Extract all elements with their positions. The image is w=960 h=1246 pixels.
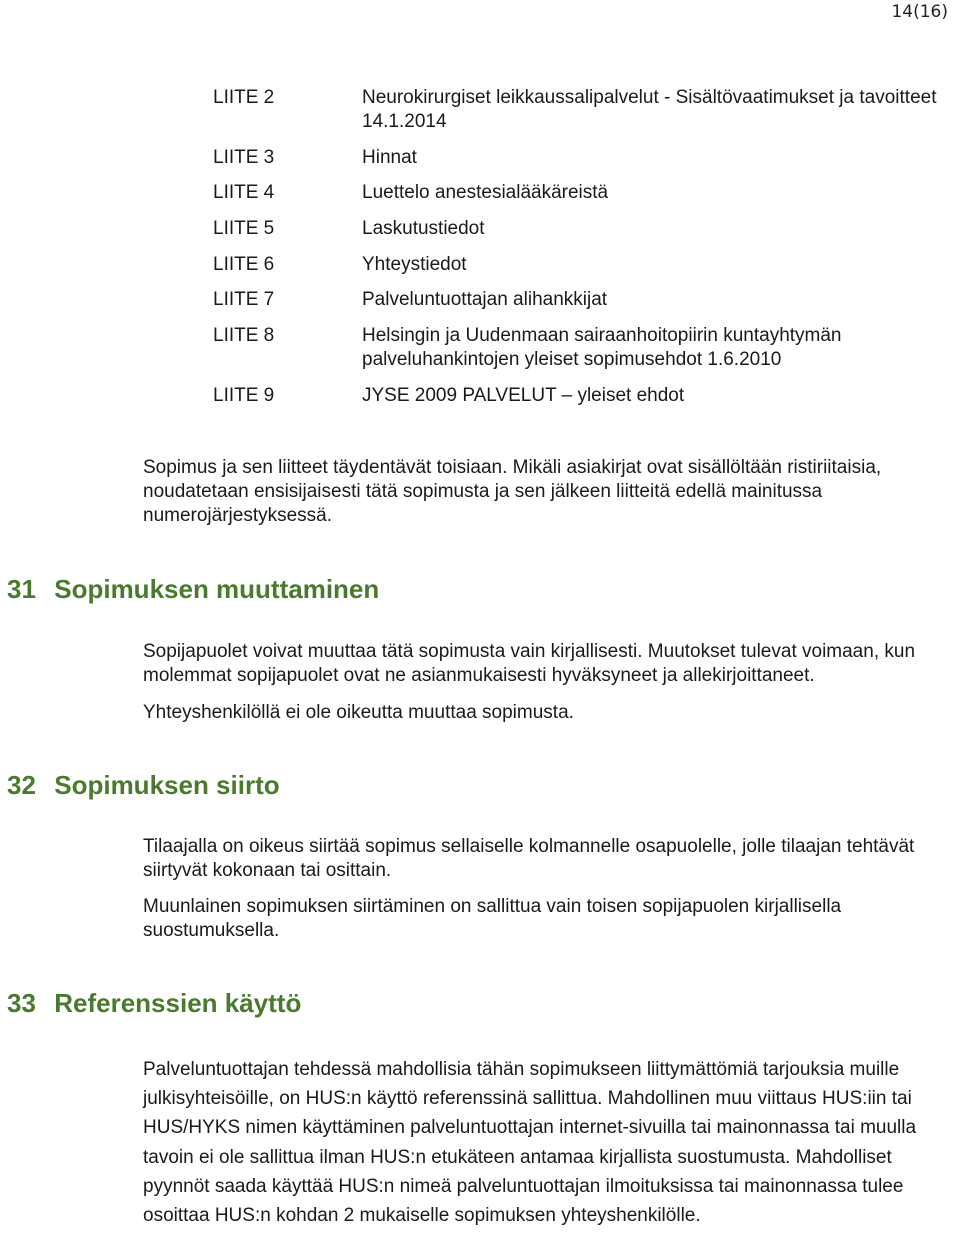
annex-title: Palveluntuottajan alihankkijat [362,289,608,310]
annex-code: LIITE 4 [213,182,275,203]
annex-title: Helsingin ja Uudenmaan sairaanhoitopiirin kuntayhtymän palveluhankintojen yleiset sopimusehdot 1.6.2010 [362,325,842,370]
annex-title: Neurokirurgiset leikkaussalipalvelut - Sisältövaatimukset ja tavoitteet 14.1.2014 [362,87,937,132]
annex-code: LIITE 7 [213,289,275,310]
annex-title: JYSE 2009 PALVELUT – yleiset ehdot [362,385,685,406]
annex-title: Yhteystiedot [362,254,467,275]
section-paragraph: Yhteyshenkilöllä ei ole oikeutta muuttaa sopimusta. [143,702,574,723]
section-heading [7,988,301,1018]
intro-paragraph: Sopimus ja sen liitteet täydentävät toisiaan. Mikäli asiakirjat ovat sisällöltään ristiriitaisia, noudatetaan ensisijaisesti tätä sopimusta ja sen jälkeen liitteitä edellä mainitussa numerojärjestyksessä. [143,457,882,526]
annex-title: Hinnat [362,147,417,168]
section-title: Referenssien käyttö [54,988,302,1018]
annex-code: LIITE 3 [213,147,275,168]
section-paragraph: Tilaajalla on oikeus siirtää sopimus sellaiselle kolmannelle osapuolelle, jolle tilaajan tehtävät siirtyvät kokonaan tai osittain. [143,836,915,881]
section-number: 33 [7,988,36,1018]
section-title: Sopimuksen muuttaminen [54,574,380,604]
section-heading [7,770,280,800]
annex-title: Luettelo anestesialääkäreistä [362,182,609,203]
section-paragraph: Sopijapuolet voivat muuttaa tätä sopimusta vain kirjallisesti. Muutokset tulevat voimaan, kun molemmat sopijapuolet ovat ne asianmukaisesti hyväksyneet ja allekirjoittaneet. [143,641,916,686]
annex-code: LIITE 5 [213,218,275,239]
section-paragraph: Palveluntuottajan tehdessä mahdollisia tähän sopimukseen liittymättömiä tarjouksia muille julkisyhteisöille, on HUS:n käyttö referenssinä sallittua. Mahdollinen muu viittaus HUS:iin tai HUS/HYKS nimen käyttäminen palveluntuottajan internet-sivuilla tai mainonnassa tai muulla tavoin ei ole sallittua ilman HUS:n etukäteen antamaa kirjallista suostumusta. Mahdolliset pyynnöt saada käyttää HUS:n nimeä palveluntuottajan ilmoituksissa tai mainonnassa tulee osoittaa HUS:n kohdan 2 mukaiselle sopimuksen yhteyshenkilölle. [143,1059,917,1227]
section-number: 32 [7,770,36,800]
page-number: 14(16) [891,2,948,22]
section-title: Sopimuksen siirto [54,770,280,800]
annex-code: LIITE 9 [213,385,275,406]
section-paragraph: Muunlainen sopimuksen siirtäminen on sallittua vain toisen sopijapuolen kirjallisella suostumuksella. [143,896,842,941]
annex-code: LIITE 2 [213,87,275,108]
annex-code: LIITE 6 [213,254,275,275]
section-number: 31 [7,574,36,604]
section-heading [7,574,379,604]
annex-code: LIITE 8 [213,325,275,346]
annex-title: Laskutustiedot [362,218,485,239]
